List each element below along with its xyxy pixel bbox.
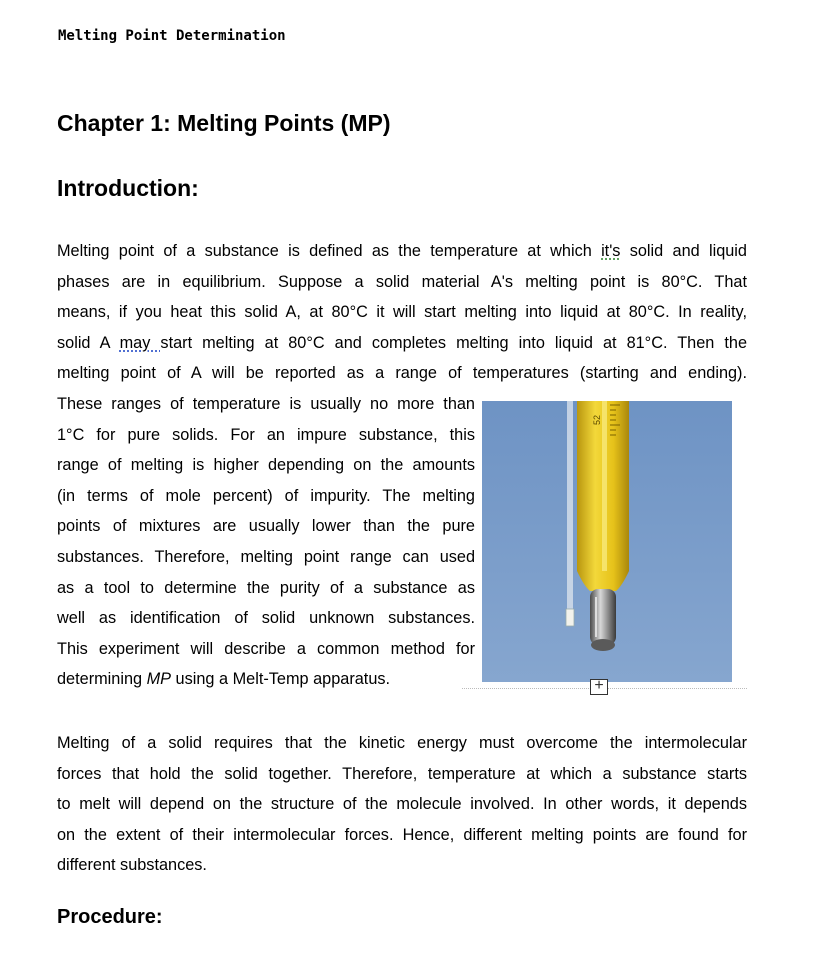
running-header: Melting Point Determination <box>58 28 286 44</box>
text-line: to melt will depend on the structure of the molecule involved. In other words, it depends <box>57 795 747 814</box>
thermometer-illustration <box>482 401 732 682</box>
text-line: range of melting is higher depending on the amounts <box>57 456 475 475</box>
text-line: phases are in equilibrium. Suppose a solid material A's melting point is 80°C. That <box>57 272 747 291</box>
thermometer-photo[interactable] <box>482 401 732 682</box>
object-anchor-icon[interactable]: + <box>590 679 608 695</box>
sample-plug <box>566 609 574 626</box>
capillary-tube <box>567 401 573 626</box>
text-line: These ranges of temperature is usually no more than <box>57 394 475 413</box>
spellcheck-flag[interactable]: it's <box>601 242 621 260</box>
text-line: melting point of A will be reported as a range of temperatures (starting and ending). <box>57 364 747 383</box>
text-line: well as identification of solid unknown substances. <box>57 609 475 628</box>
text-line: determining MP using a Melt-Temp apparatus. <box>57 670 391 689</box>
introduction-heading: Introduction: <box>57 175 199 201</box>
mp-abbreviation: MP <box>146 670 172 689</box>
text-line: Melting point of a substance is defined as the temperature at which it's solid and liquid <box>57 242 747 260</box>
grammar-flag[interactable]: may <box>119 333 161 352</box>
chapter-title: Chapter 1: Melting Points (MP) <box>57 110 391 136</box>
thermometer-bulb <box>590 589 616 645</box>
text-line: This experiment will describe a common method for <box>57 639 475 658</box>
text-line: on the extent of their intermolecular forces. Hence, different melting points are found for <box>57 825 747 844</box>
second-paragraph <box>57 728 747 881</box>
text-line: substances. Therefore, melting point range can used <box>57 547 475 566</box>
procedure-heading: Procedure: <box>57 906 163 928</box>
text-line: means, if you heat this solid A, at 80°C it will start melting into liquid at 80°C. In reality, <box>57 303 747 322</box>
text-line: 1°C for pure solids. For an impure substance, this <box>57 425 475 444</box>
text-line: Melting of a solid requires that the kinetic energy must overcome the intermolecular <box>57 734 747 752</box>
scale-label: 52 <box>592 414 602 425</box>
text-line: as a tool to determine the purity of a substance as <box>57 578 475 597</box>
text-line: points of mixtures are usually lower than the pure <box>57 517 475 536</box>
text-line: different substances. <box>57 856 207 875</box>
text-line: forces that hold the solid together. Therefore, temperature at which a substance starts <box>57 764 747 783</box>
text-line: solid A may start melting at 80°C and completes melting into liquid at 81°C. Then the <box>57 333 747 352</box>
text-line: (in terms of mole percent) of impurity. The melting <box>57 486 475 505</box>
